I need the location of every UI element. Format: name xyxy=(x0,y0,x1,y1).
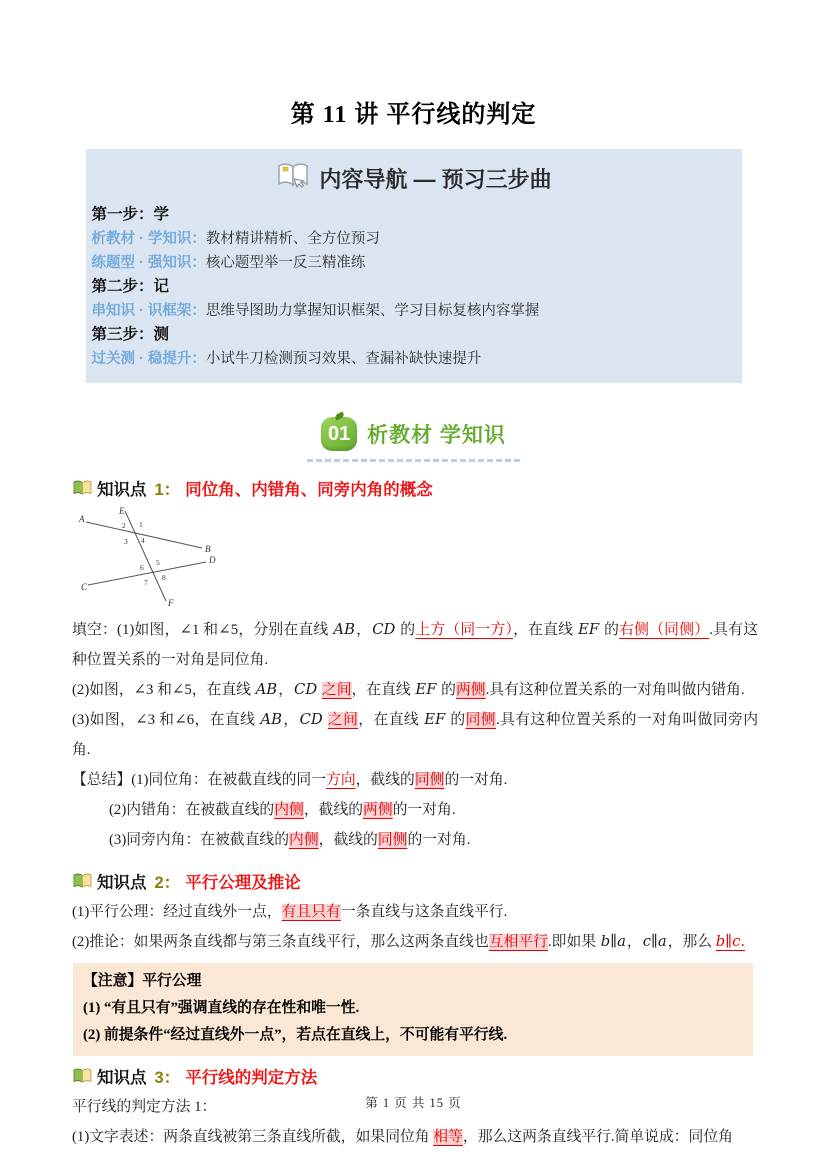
svg-text:C: C xyxy=(81,582,88,592)
nav-step-item xyxy=(92,251,738,275)
fill-blank-paragraph-3: (3)如图，∠3 和∠6，在直线 AB，CD 之间，在直线 EF 的同侧.具有这种位置关系的一对角叫做同旁内角. xyxy=(72,711,759,758)
section-title: 析教材 学知识 xyxy=(367,424,506,447)
notice-box xyxy=(73,963,753,1056)
nav-header-label: 内容导航 — 预习三步曲 xyxy=(319,166,552,192)
nav-item-desc: 小试牛刀检测预习效果、查漏补缺快速提升 xyxy=(205,351,482,367)
kp-prefix: 知识点 xyxy=(97,481,147,499)
svg-text:1: 1 xyxy=(139,520,143,529)
summary-line-3: (3)同旁内角：在被截直线的内侧，截线的同侧的一对角. xyxy=(109,832,471,848)
svg-text:2: 2 xyxy=(122,521,126,530)
nav-lines xyxy=(86,201,742,371)
nav-step-item xyxy=(92,299,738,323)
notice-line-1: 【注意】平行公理 xyxy=(83,973,202,989)
section-header xyxy=(0,417,827,462)
kp-prefix: 知识点 xyxy=(97,1069,147,1087)
nav-header xyxy=(86,155,742,201)
svg-text:5: 5 xyxy=(156,558,160,567)
book-icon xyxy=(73,1068,92,1084)
kp-title: 同位角、内错角、同旁内角的概念 xyxy=(185,481,433,499)
fill-blank-paragraph-1: 填空：(1)如图，∠1 和∠5，分别在直线 AB，CD 的上方（同一方），在直线 EF 的右侧（同侧）.具有这种位置关系的一对角是同位角. xyxy=(72,621,759,668)
kp-number: 1： xyxy=(154,481,181,499)
nav-step-item xyxy=(92,227,738,251)
kp-prefix: 知识点 xyxy=(97,874,147,892)
kp-title: 平行线的判定方法 xyxy=(185,1069,318,1087)
svg-text:6: 6 xyxy=(140,563,144,572)
nav-item-label: 析教材 · 学知识： xyxy=(91,231,206,247)
svg-text:E: E xyxy=(119,506,125,516)
kp-number: 3： xyxy=(154,1069,181,1087)
book-icon xyxy=(73,480,92,496)
nav-step-title: 第三步：测 xyxy=(91,326,170,343)
nav-item-label: 串知识 · 识框架： xyxy=(91,303,206,319)
svg-text:A: A xyxy=(79,514,85,524)
svg-text:4: 4 xyxy=(141,536,145,545)
svg-text:3: 3 xyxy=(124,537,128,546)
nav-step-title: 第二步：记 xyxy=(91,278,170,295)
parallel-corollary-paragraph: (2)推论：如果两条直线都与第三条直线平行，那么这两条直线也互相平行.即如果 b∥a，c∥a，那么 b∥c. xyxy=(72,933,746,950)
fill-blank-paragraph-2: (2)如图，∠3 和∠5，在直线 AB，CD 之间，在直线 EF 的两侧.具有这种位置关系的一对角叫做内错角. xyxy=(72,681,745,698)
page-title: 第 11 讲 平行线的判定 xyxy=(290,102,537,128)
summary-line-1: 【总结】(1)同位角：在被截直线的同一方向，截线的同侧的一对角. xyxy=(72,772,508,788)
kp-number: 2： xyxy=(154,874,181,892)
summary-line-2: (2)内错角：在被截直线的内侧，截线的两侧的一对角. xyxy=(109,802,456,818)
svg-text:B: B xyxy=(205,544,211,554)
svg-text:D: D xyxy=(209,555,216,565)
method-1-statement: (1)文字表述：两条直线被第三条直线所截，如果同位角 相等，那么这两条直线平行.简单说成：同位角 xyxy=(72,1129,733,1145)
svg-text:7: 7 xyxy=(144,578,148,587)
knowledge-point-1-heading xyxy=(73,476,827,500)
nav-item-desc: 核心题型举一反三精准练 xyxy=(205,255,366,271)
notice-line-3: (2) 前提条件“经过直线外一点”，若点在直线上，不可能有平行线. xyxy=(83,1027,508,1043)
nav-step-item xyxy=(92,347,738,371)
svg-text:F: F xyxy=(168,598,174,608)
parallel-axiom-paragraph: (1)平行公理：经过直线外一点，有且只有一条直线与这条直线平行. xyxy=(72,904,508,920)
knowledge-point-2-heading xyxy=(73,869,827,893)
content-navigation-box xyxy=(86,149,742,383)
nav-item-label: 过关测 · 稳提升： xyxy=(91,351,206,367)
nav-item-desc: 思维导图助力掌握知识框架、学习目标复核内容掌握 xyxy=(205,303,540,319)
svg-text:8: 8 xyxy=(162,573,166,582)
book-icon xyxy=(73,873,92,889)
section-number-badge: 01 xyxy=(321,417,357,451)
page-footer: 第 1 页 共 15 页 xyxy=(365,1096,462,1110)
geometry-figure-svg xyxy=(78,506,228,610)
section-badge-row xyxy=(307,417,520,462)
nav-item-desc: 教材精讲精析、全方位预习 xyxy=(205,231,380,247)
method-1-intro: 平行线的判定方法 1： xyxy=(72,1099,217,1115)
book-hand-icon xyxy=(275,161,313,195)
nav-item-label: 练题型 · 强知识： xyxy=(91,255,206,271)
kp2-body xyxy=(72,897,758,957)
knowledge-point-3-heading xyxy=(73,1064,827,1088)
kp1-body xyxy=(72,615,758,855)
notice-line-2: (1) “有且只有”强调直线的存在性和唯一性. xyxy=(83,1000,360,1016)
geometry-figure xyxy=(78,506,827,615)
nav-step-title: 第一步：学 xyxy=(91,206,170,223)
kp-title: 平行公理及推论 xyxy=(185,874,301,892)
